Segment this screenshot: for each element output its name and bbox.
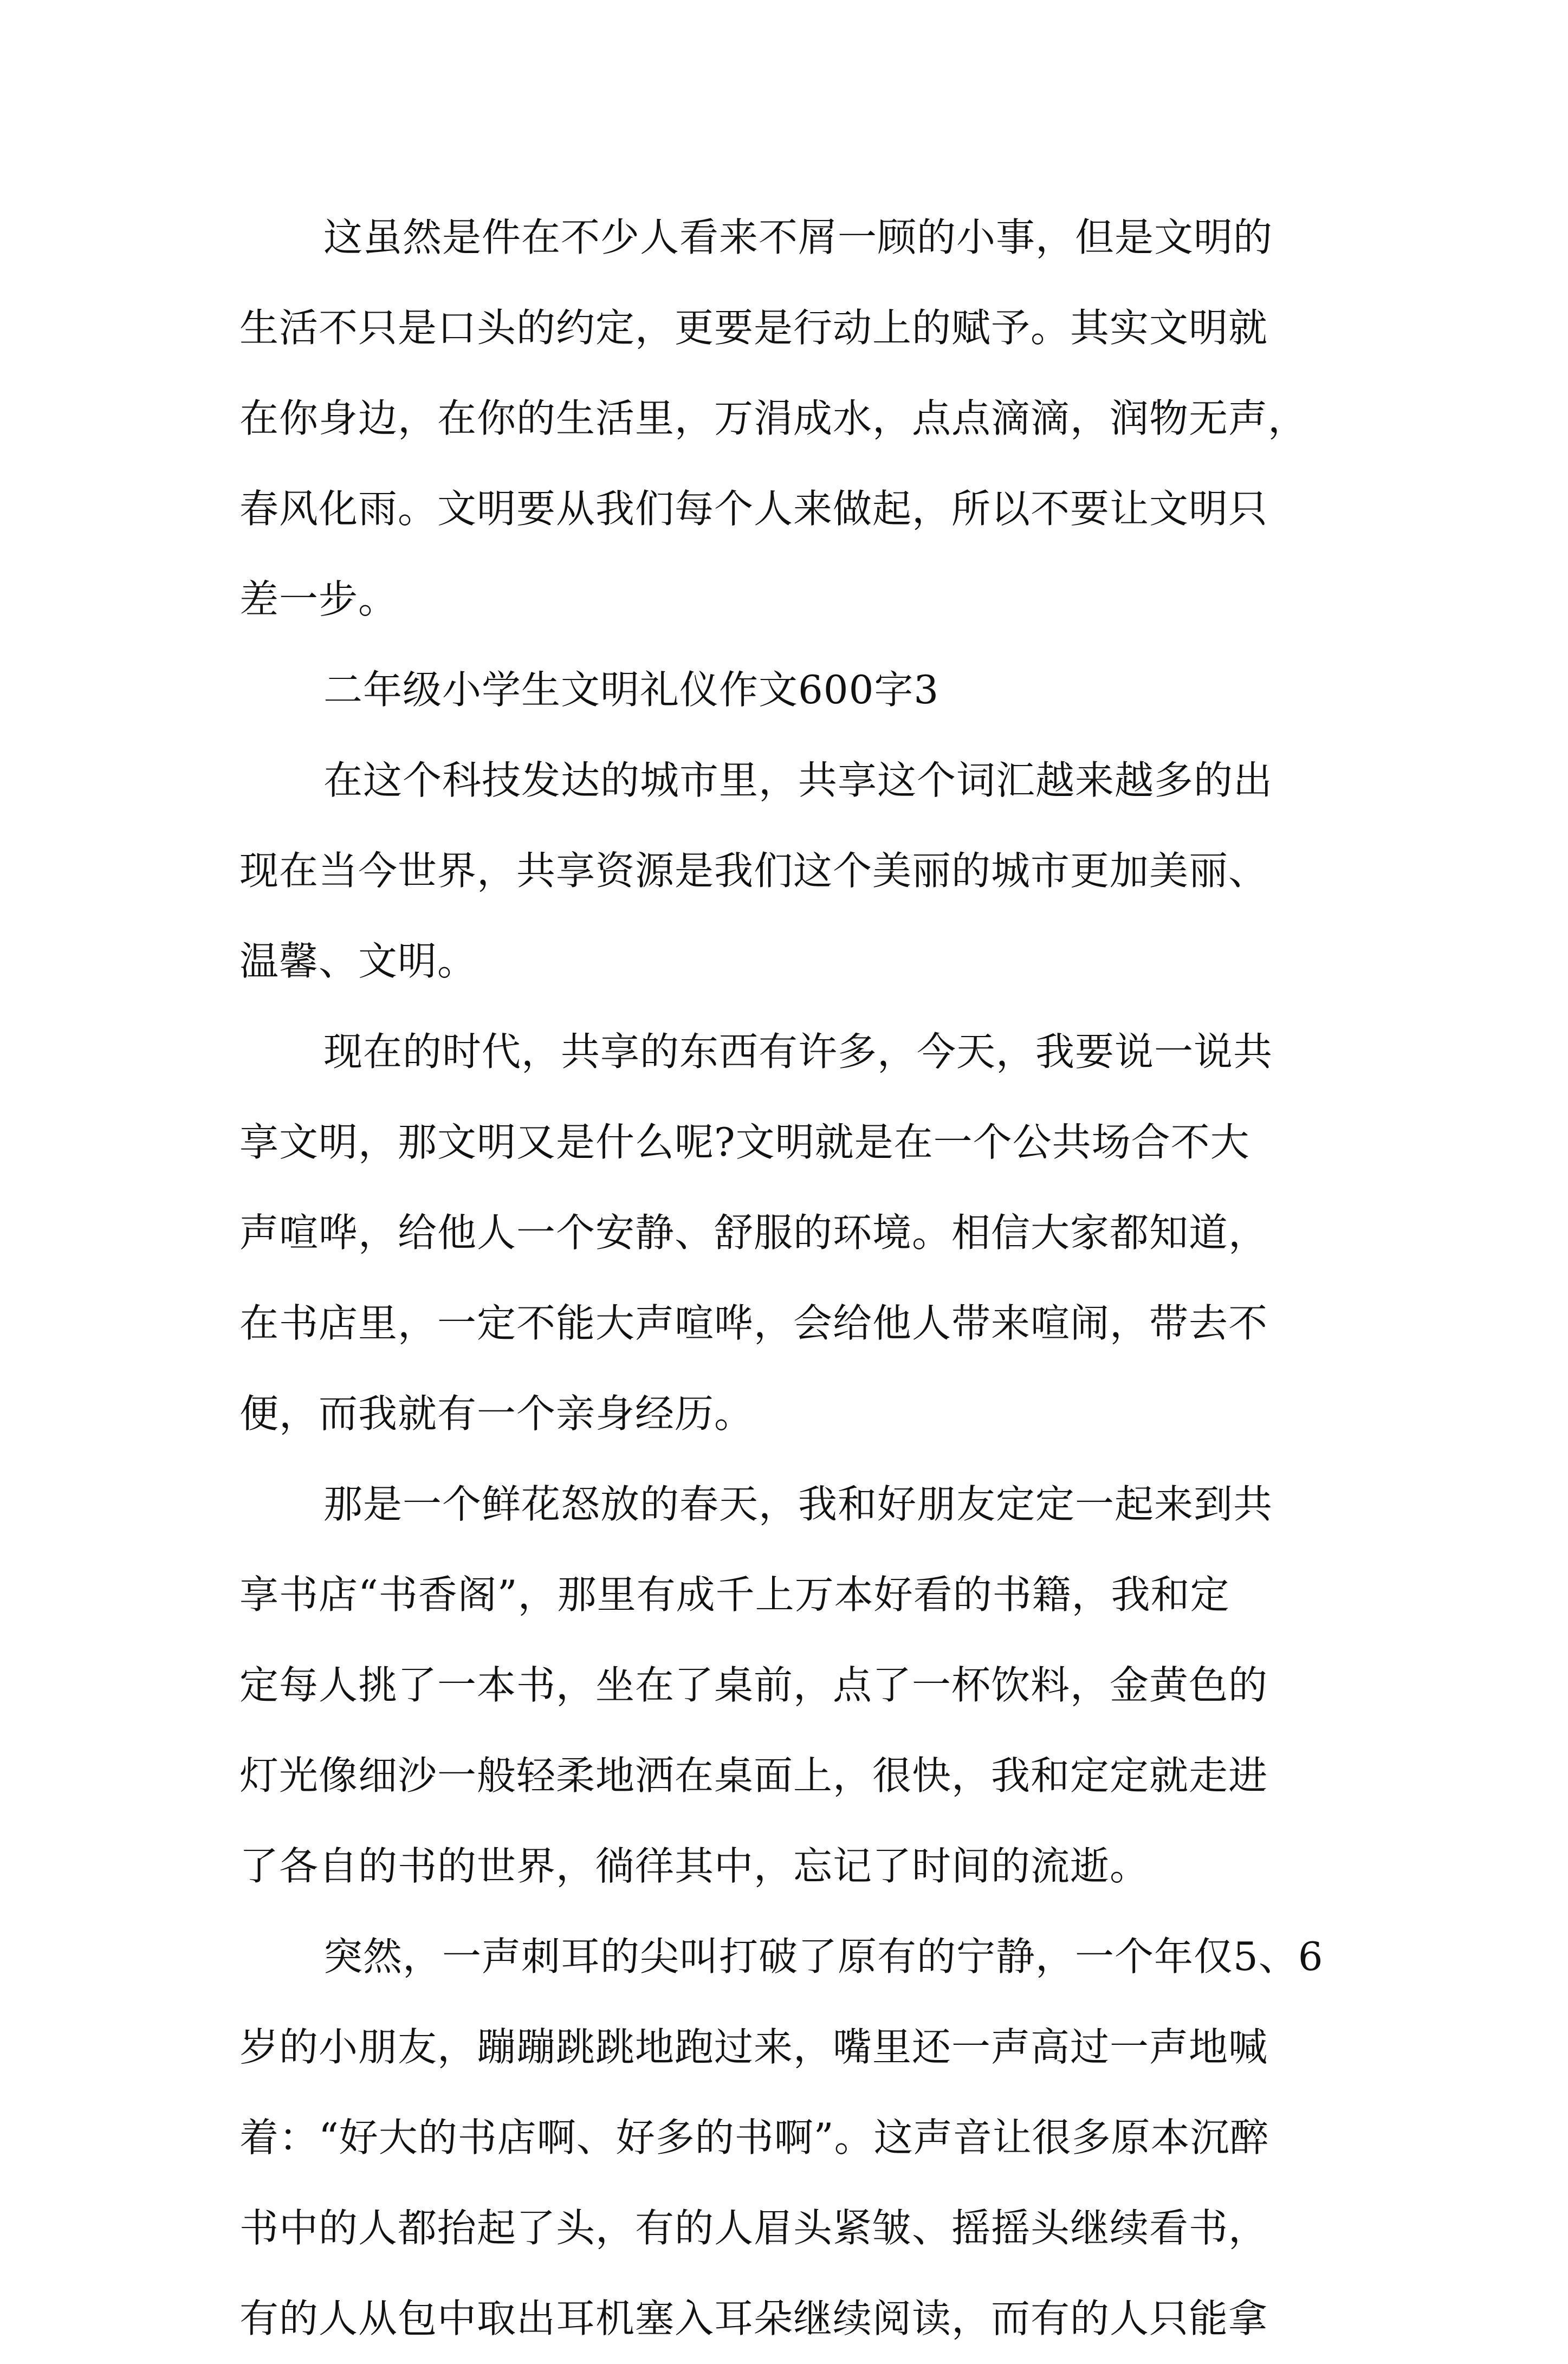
- text-line: 了各自的书的世界，徜徉其中，忘记了时间的流逝。: [239, 1843, 1150, 1889]
- text-line: 定每人挑了一本书，坐在了桌前，点了一杯饮料，金黄色的: [239, 1662, 1268, 1708]
- text-line: 那是一个鲜花怒放的春天，我和好朋友定定一起来到共: [323, 1481, 1273, 1527]
- text-line: 在书店里，一定不能大声喧哗，会给他人带来喧闹，带去不: [239, 1300, 1268, 1346]
- text-line: 书中的人都抬起了头，有的人眉头紧皱、摇摇头继续看书，: [239, 2205, 1268, 2251]
- text-line: 享书店“书香阁”，那里有成千上万本好看的书籍，我和定: [239, 1572, 1230, 1617]
- text-line: 生活不只是口头的约定，更要是行动上的赋予。其实文明就: [239, 305, 1268, 351]
- text-line: 温馨、文明。: [239, 938, 477, 984]
- text-line: 这虽然是件在不少人看来不屑一顾的小事，但是文明的: [323, 215, 1273, 260]
- text-line: 现在的时代，共享的东西有许多，今天，我要说一说共: [323, 1029, 1273, 1074]
- heading-line: 二年级小学生文明礼仪作文600字3: [323, 667, 939, 713]
- paragraph: [239, 1459, 1366, 1912]
- text-line: 在你身边，在你的生活里，万涓成水，点点滴滴，润物无声，: [239, 396, 1308, 441]
- text-line: 着：“好大的书店啊、好多的书啊”。这声音让很多原本沉醉: [239, 2115, 1269, 2160]
- paragraph: [239, 1912, 1366, 2364]
- section-heading: [239, 645, 1366, 735]
- document-body: [239, 192, 1366, 2364]
- text-line: 春风化雨。文明要从我们每个人来做起，所以不要让文明只: [239, 486, 1268, 532]
- text-line: 享文明，那文明又是什么呢?文明就是在一个公共场合不大: [239, 1119, 1250, 1165]
- paragraph: [239, 1007, 1366, 1459]
- text-line: 有的人从包中取出耳机塞入耳朵继续阅读，而有的人只能拿: [239, 2296, 1268, 2341]
- text-line: 突然，一声刺耳的尖叫打破了原有的宁静，一个年仅5、6: [323, 1934, 1324, 1979]
- text-line: 便，而我就有一个亲身经历。: [239, 1391, 754, 1436]
- text-line: 现在当今世界，共享资源是我们这个美丽的城市更加美丽、: [239, 848, 1268, 893]
- text-line: 岁的小朋友，蹦蹦跳跳地跑过来，嘴里还一声高过一声地喊: [239, 2024, 1268, 2070]
- text-line: 在这个科技发达的城市里，共享这个词汇越来越多的出: [323, 757, 1273, 803]
- paragraph: [239, 735, 1366, 1007]
- text-line: 声喧哗，给他人一个安静、舒服的环境。相信大家都知道，: [239, 1210, 1268, 1255]
- text-line: 灯光像细沙一般轻柔地洒在桌面上，很快，我和定定就走进: [239, 1753, 1268, 1798]
- paragraph: [239, 192, 1366, 645]
- text-line: 差一步。: [239, 577, 398, 622]
